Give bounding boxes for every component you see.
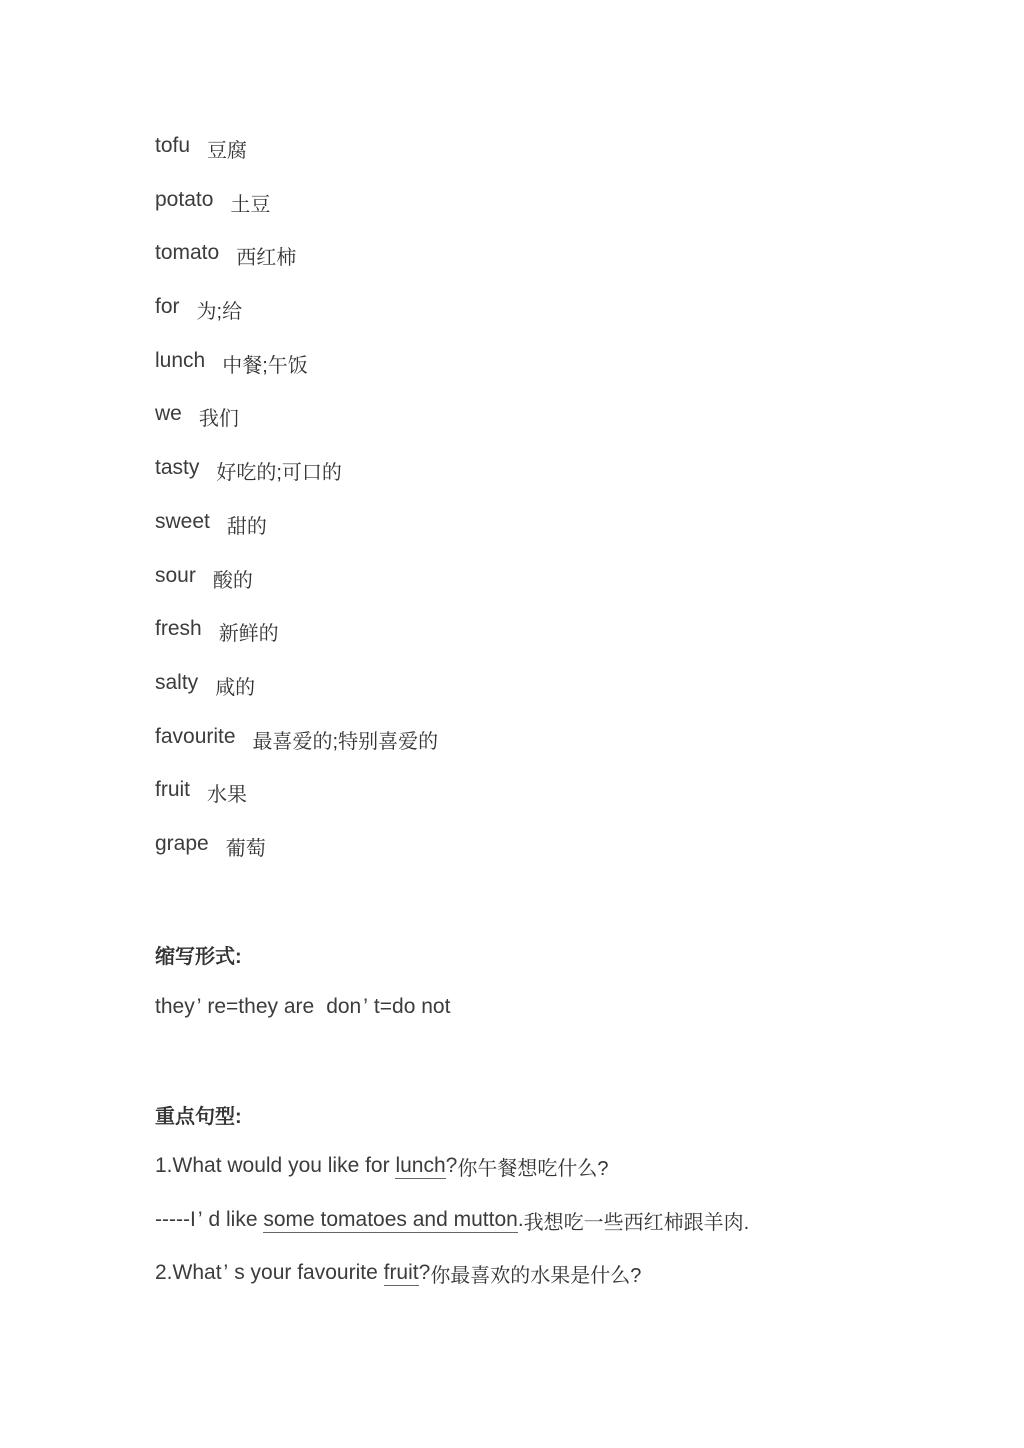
key-sentences-heading: 重点句型: xyxy=(155,1106,242,1128)
sentence-3-suffix: ? xyxy=(418,1261,431,1284)
vocab-item xyxy=(155,454,438,508)
vocab-item xyxy=(155,239,438,293)
vocab-meaning: 水果 xyxy=(207,784,248,807)
vocab-meaning: 甜的 xyxy=(226,515,267,538)
contraction-they-part: they xyxy=(155,995,195,1018)
vocab-item xyxy=(155,830,438,884)
sentence-2-prefix-a: -----I xyxy=(155,1208,196,1231)
vocab-word: salty xyxy=(155,670,199,694)
sentence-3 xyxy=(155,1259,641,1287)
vocab-meaning: 新鲜的 xyxy=(218,623,279,646)
apostrophe-mark: ’ xyxy=(197,1208,203,1231)
vocab-word: lunch xyxy=(155,348,206,372)
vocab-word: sweet xyxy=(155,509,210,533)
contractions-line xyxy=(155,993,450,1021)
vocab-word: tasty xyxy=(155,456,200,480)
vocab-word: favourite xyxy=(155,724,236,748)
vocab-item xyxy=(155,293,438,347)
vocab-meaning: 土豆 xyxy=(230,193,271,216)
sentence-2-prefix-b: d like xyxy=(208,1208,264,1231)
sentence-1-translation: 你午餐想吃什么? xyxy=(457,1158,609,1180)
vocab-item xyxy=(155,669,438,723)
contraction-they-expansion: re=they are xyxy=(207,995,315,1018)
sentence-1 xyxy=(155,1152,608,1180)
apostrophe-mark: ’ xyxy=(196,995,202,1018)
vocab-meaning: 我们 xyxy=(198,408,239,431)
vocab-word: sour xyxy=(155,563,196,587)
sentence-3-prefix-b: s your favourite xyxy=(234,1261,384,1284)
vocab-meaning: 咸的 xyxy=(215,676,256,699)
contractions-heading: 缩写形式: xyxy=(155,946,242,968)
vocab-item xyxy=(155,723,438,777)
sentence-1-underlined: lunch xyxy=(395,1154,446,1177)
vocab-word: we xyxy=(155,402,182,426)
sentence-3-prefix-a: 2.What xyxy=(155,1261,222,1284)
sentence-2 xyxy=(155,1206,749,1234)
sentence-2-suffix: . xyxy=(517,1208,524,1231)
vocab-word: for xyxy=(155,295,180,319)
vocab-item xyxy=(155,347,438,401)
vocab-item xyxy=(155,400,438,454)
vocab-word: tofu xyxy=(155,134,191,157)
sentence-1-prefix: 1.What would you like for xyxy=(155,1154,396,1177)
vocab-meaning: 西红柿 xyxy=(236,247,297,270)
contraction-dont-expansion: t=do not xyxy=(373,995,451,1018)
vocab-meaning: 豆腐 xyxy=(207,140,248,162)
vocab-word: grape xyxy=(155,831,209,855)
vocab-word: fruit xyxy=(155,778,191,802)
apostrophe-mark: ’ xyxy=(223,1261,229,1284)
sentence-2-translation: 我想吃一些西红柿跟羊肉. xyxy=(523,1212,750,1234)
sentence-3-underlined: fruit xyxy=(383,1261,419,1284)
vocab-word: potato xyxy=(155,187,214,211)
sentence-3-translation: 你最喜欢的水果是什么? xyxy=(430,1265,642,1287)
vocab-meaning: 酸的 xyxy=(212,569,253,592)
vocab-item xyxy=(155,186,438,240)
vocab-item xyxy=(155,562,438,616)
vocab-meaning: 为;给 xyxy=(196,301,243,324)
vocab-item xyxy=(155,615,438,669)
vocab-item xyxy=(155,776,438,830)
vocab-meaning: 最喜爱的;特别喜爱的 xyxy=(252,730,439,753)
vocab-word: fresh xyxy=(155,617,202,641)
apostrophe-mark: ’ xyxy=(363,995,368,1018)
vocab-meaning: 好吃的;可口的 xyxy=(216,462,342,485)
vocab-word: tomato xyxy=(155,241,220,265)
vocab-item xyxy=(155,132,438,186)
vocab-meaning: 中餐;午饭 xyxy=(222,354,308,377)
vocab-item xyxy=(155,508,438,562)
vocabulary-list xyxy=(155,132,438,884)
contraction-dont-part: don xyxy=(326,995,362,1018)
vocab-meaning: 葡萄 xyxy=(225,837,266,860)
sentence-1-suffix: ? xyxy=(445,1154,458,1177)
sentence-2-underlined: some tomatoes and mutton xyxy=(263,1208,518,1231)
